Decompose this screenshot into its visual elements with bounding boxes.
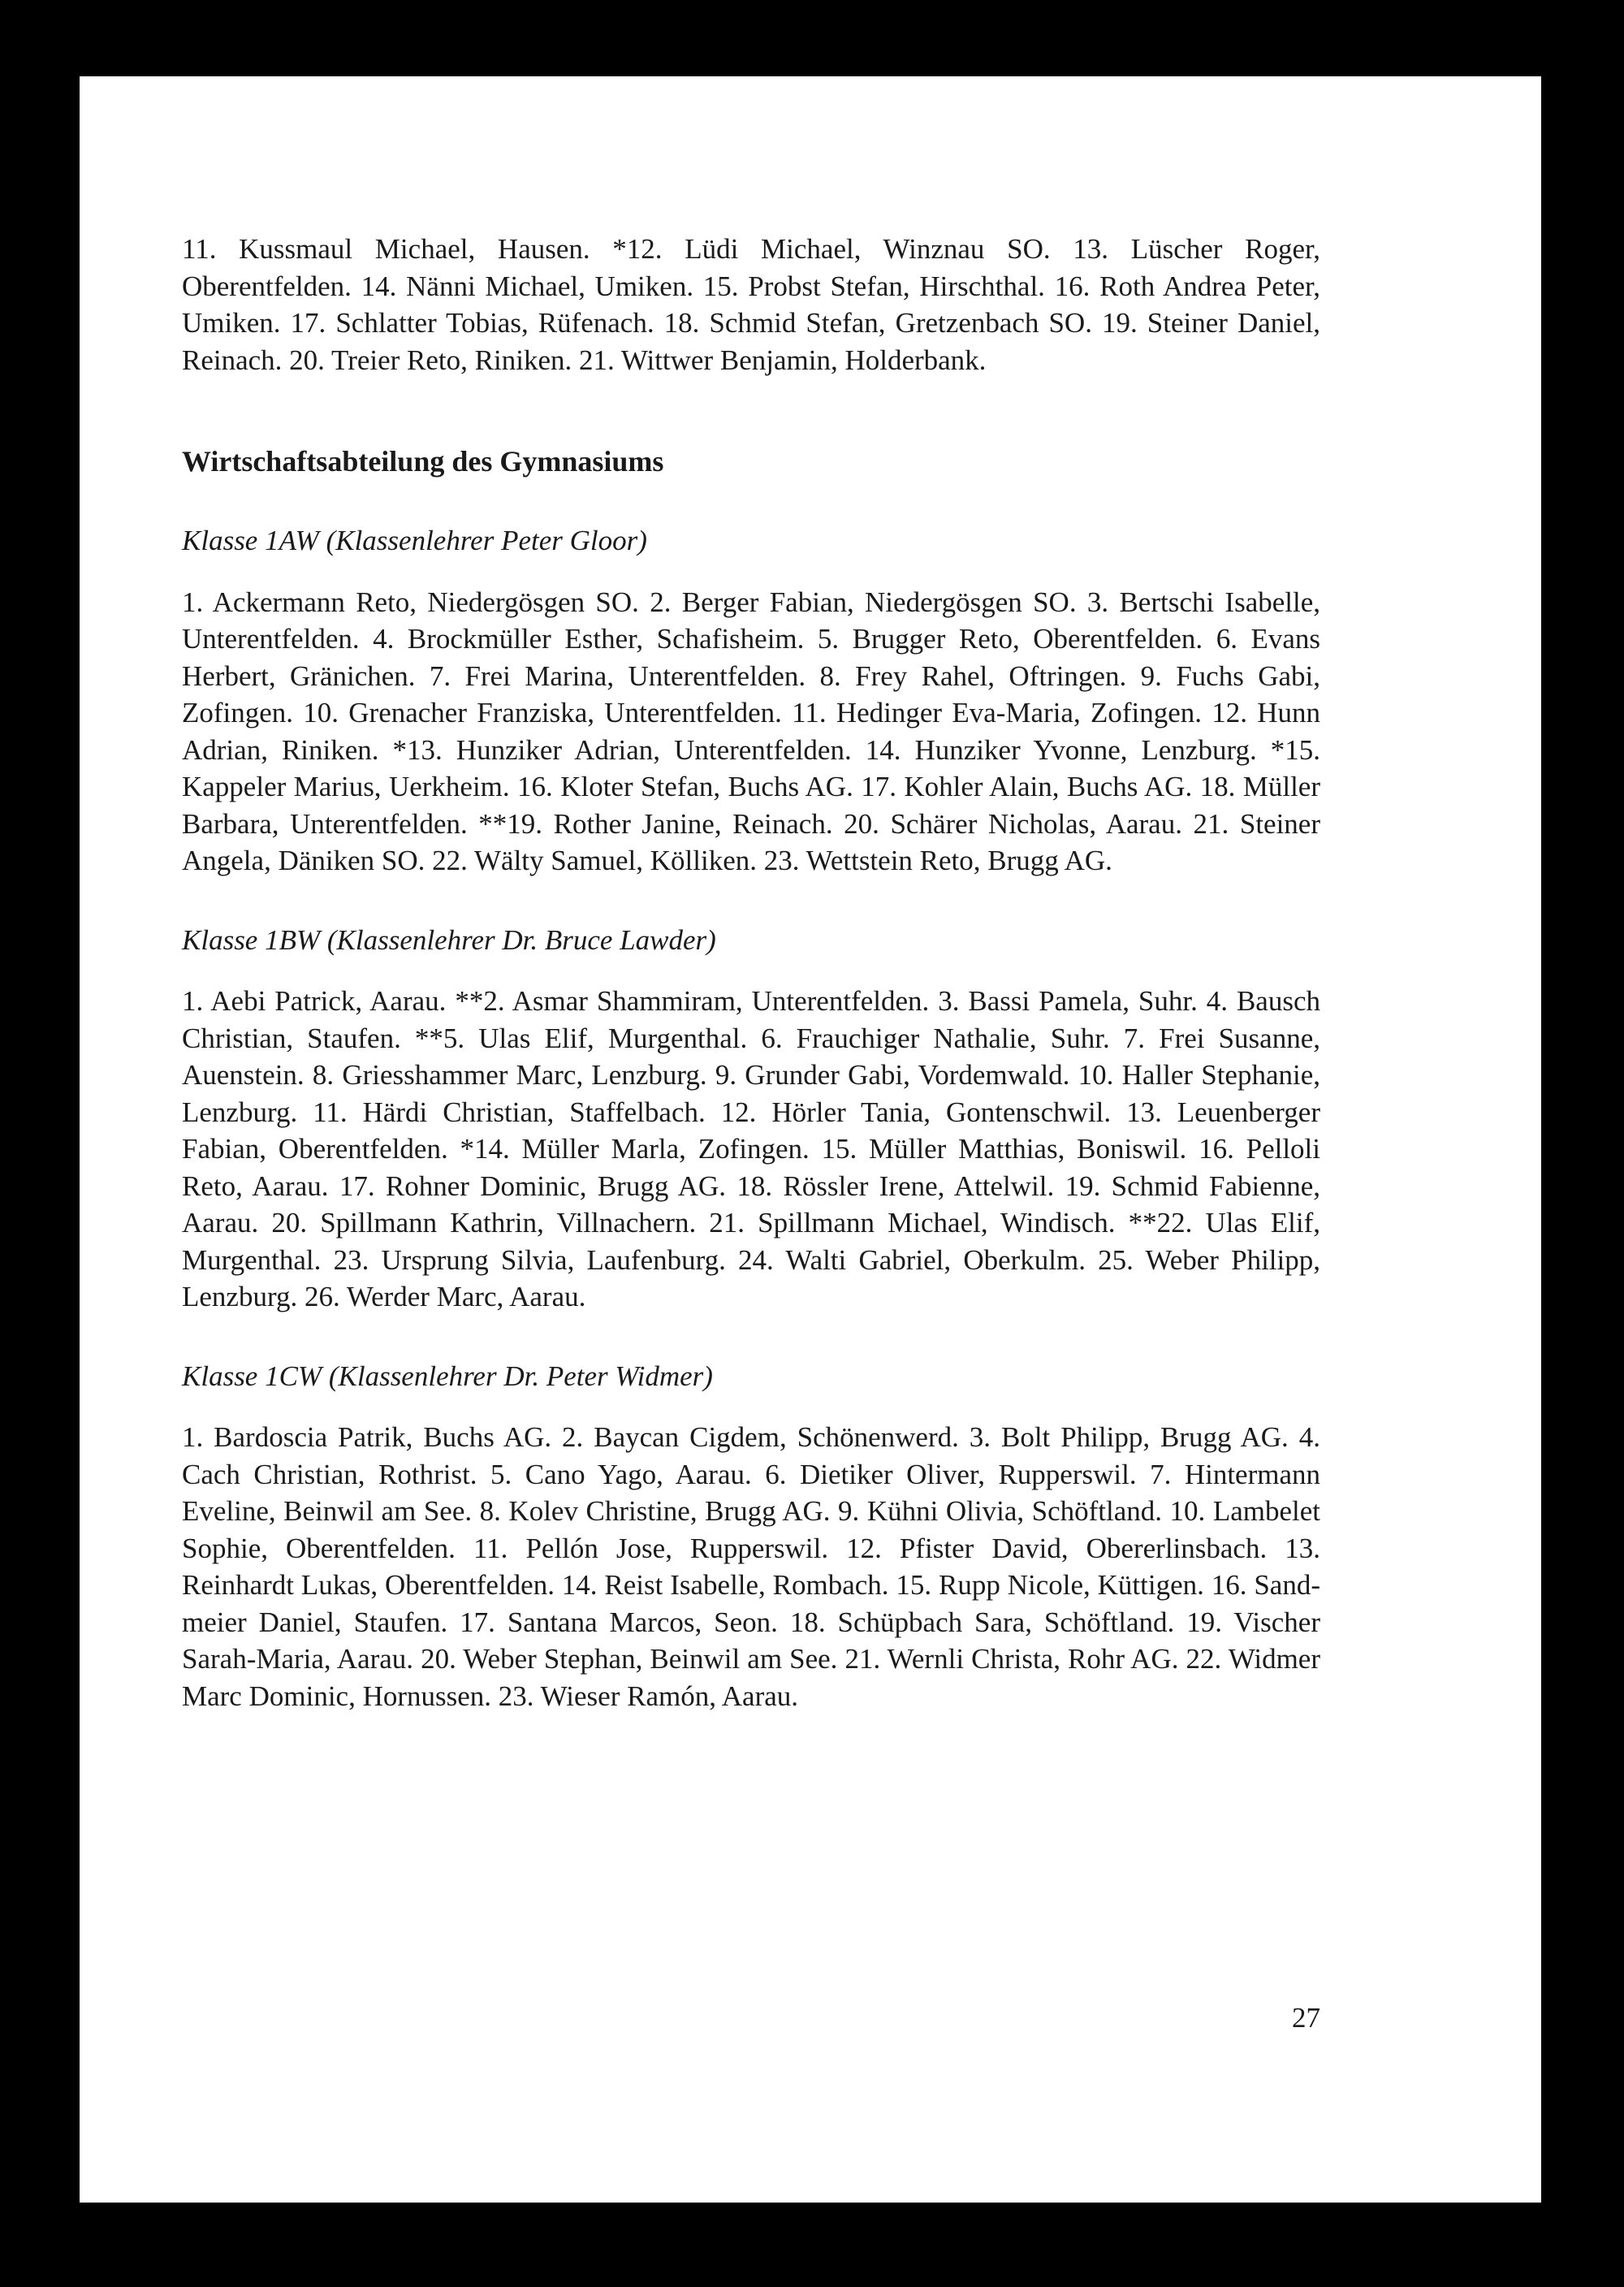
student-list-1cw: 1. Bardoscia Patrik, Buchs AG. 2. Baycan Cigdem, Schönenwerd. 3. Bolt Philipp, Brugg AG. 4. Cach Christian, Rothrist. 5. Cano Yago, Aarau. 6. Dietiker Oliver, Rupperswil. 7. Hintermann Eveline, Beinwil am See. 8. Kolev Christine, Brugg AG. 9. Kühni Olivia, Schöftland. 10. Lambelet Sophie, Oberentfelden. 11. Pellón Jose, Rupperswil. 12. Pfister David, Obererlinsbach. 13. Reinhardt Lukas, Oberentfelden. 14. Reist Isabelle, Rombach. 15. Rupp Nicole, Küttigen. 16. Sandmeier Daniel, Staufen. 17. Santana Marcos, Seon. 18. Schüpbach Sara, Schöftland. 19. Vischer Sarah-Maria, Aarau. 20. Weber Stephan, Beinwil am See. 21. Wernli Christa, Rohr AG. 22. Widmer Marc Dominic, Hornussen. 23. Wieser Ramón, Aarau. (182, 1421, 1320, 1712)
page-number: 27 (1292, 2002, 1320, 2034)
student-list-1bw: 1. Aebi Patrick, Aarau. **2. Asmar Shammiram, Unterentfelden. 3. Bassi Pamela, Suhr. 4. Bausch Christian, Staufen. **5. Ulas Elif, Murgenthal. 6. Frauchiger Nathalie, Suhr. 7. Frei Susanne, Auenstein. 8. Griesshammer Marc, Lenzburg. 9. Grunder Gabi, Vordemwald. 10. Haller Stephanie, Lenzburg. 11. Härdi Christian, Staffelbach. 12. Hörler Tania, Gontenschwil. 13. Leuenberger Fabian, Oberentfelden. *14. Müller Marla, Zofingen. 15. Müller Matthias, Boniswil. 16. Pelloli Reto, Aarau. 17. Rohner Dominic, Brugg AG. 18. Rössler Irene, Attelwil. 19. Schmid Fabienne, Aarau. 20. Spillmann Kathrin, Villnachern. 21. Spillmann Michael, Windisch. **22. Ulas Elif, Murgenthal. 23. Ursprung Silvia, Laufenburg. 24. Walti Gabriel, Oberkulm. 25. Weber Philipp, Lenzburg. 26. Werder Marc, Aarau. (182, 985, 1320, 1312)
student-list-1aw: 1. Ackermann Reto, Niedergösgen SO. 2. Berger Fabian, Niedergösgen SO. 3. Bertschi Isabelle, Unterentfelden. 4. Brockmüller Esther, Schafisheim. 5. Brugger Reto, Oberentfelden. 6. Evans Herbert, Gränichen. 7. Frei Marina, Unterentfelden. 8. Frey Rahel, Oftringen. 9. Fuchs Gabi, Zofingen. 10. Grenacher Franziska, Unterentfelden. 11. Hedinger Eva-Maria, Zofingen. 12. Hunn Adrian, Riniken. *13. Hunziker Adrian, Unterentfelden. 14. Hunziker Yvonne, Lenzburg. *15. Kappeler Marius, Uerkheim. 16. Kloter Stefan, Buchs AG. 17. Kohler Alain, Buchs AG. 18. Müller Barbara, Unterentfelden. **19. Rother Janine, Reinach. 20. Schärer Nicholas, Aarau. 21. Steiner Angela, Däniken SO. 22. Wälty Samuel, Kölliken. 23. Wettstein Reto, Brugg AG. (182, 586, 1320, 876)
class-title-1aw: Klasse 1AW (Klassenlehrer Peter Gloor) (182, 525, 647, 556)
page-content (182, 231, 1320, 1714)
document-page (80, 76, 1541, 2203)
intro-paragraph: 11. Kussmaul Michael, Hausen. *12. Lüdi Michael, Winznau SO. 13. Lüscher Roger, Oberentfelden. 14. Nänni Michael, Umiken. 15. Probst Stefan, Hirschthal. 16. Roth Andrea Peter, Umiken. 17. Schlatter Tobias, Rüfenach. 18. Schmid Stefan, Gretzenbach SO. 19. Steiner Daniel, Reinach. 20. Treier Reto, Riniken. 21. Wittwer Benjamin, Holderbank. (182, 233, 1320, 376)
section-heading: Wirtschaftsabteilung des Gymnasiums (182, 445, 664, 478)
class-title-1bw: Klasse 1BW (Klassenlehrer Dr. Bruce Lawder) (182, 923, 716, 956)
class-title-1cw: Klasse 1CW (Klassenlehrer Dr. Peter Widmer) (182, 1360, 713, 1392)
